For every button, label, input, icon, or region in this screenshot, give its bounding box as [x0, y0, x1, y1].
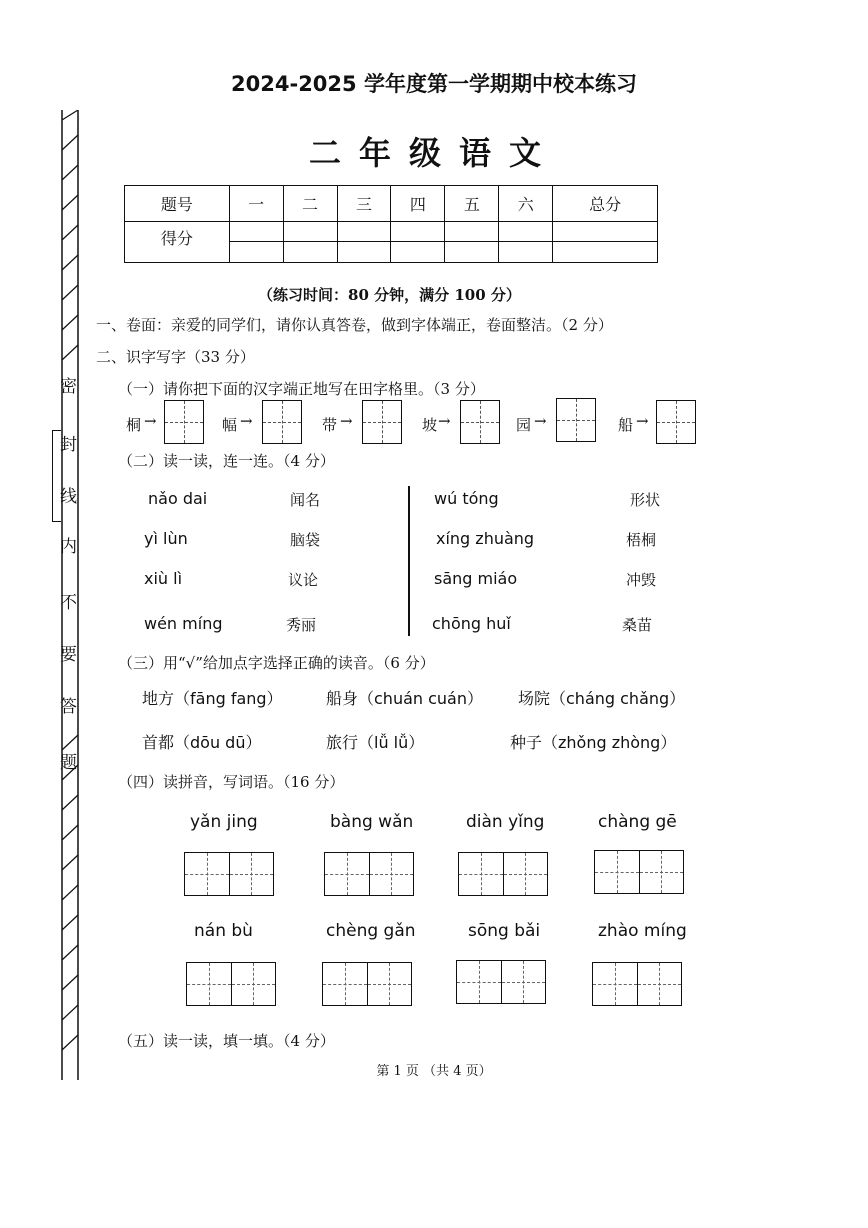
word-grid[interactable]: [184, 852, 274, 896]
score-cell[interactable]: [283, 221, 337, 242]
score-cell[interactable]: [445, 242, 499, 263]
word-grid[interactable]: [324, 852, 414, 896]
arrow-icon: →: [340, 412, 353, 430]
q1-char: 幅: [222, 416, 238, 434]
seal-char: 答: [60, 697, 77, 717]
school-title: 2024-2025 学年度第一学期期中校本练习: [231, 72, 637, 96]
word-grid[interactable]: [594, 850, 684, 894]
word: 桑苗: [622, 616, 653, 634]
score-cell[interactable]: [499, 242, 553, 263]
pinyin: diàn yǐng: [466, 812, 545, 832]
word: 秀丽: [286, 616, 317, 634]
score-row: [125, 221, 658, 242]
score-header-cell: 三: [337, 186, 391, 222]
score-table: [124, 185, 658, 263]
tianzige-box[interactable]: [460, 400, 500, 444]
score-header-cell: 一: [229, 186, 283, 222]
arrow-icon: →: [636, 412, 649, 430]
pinyin: nán bù: [194, 921, 253, 941]
exam-info: （练习时间：80 分钟，满分 100 分）: [258, 286, 521, 304]
q3-title: （三）用“√”给加点字选择正确的读音。（6 分）: [118, 654, 435, 672]
score-header-cell: 五: [445, 186, 499, 222]
column-divider: [408, 486, 410, 636]
arrow-icon: →: [144, 412, 157, 430]
pinyin: chōng huǐ: [432, 614, 511, 633]
pinyin: nǎo dai: [148, 489, 208, 508]
pinyin: yì lùn: [144, 529, 188, 548]
pinyin: xíng zhuàng: [436, 529, 535, 548]
reading-choice[interactable]: 首都（dōu dū）: [142, 733, 262, 752]
tianzige-box[interactable]: [164, 400, 204, 444]
score-cell[interactable]: [499, 221, 553, 242]
word-grid[interactable]: [456, 960, 546, 1004]
reading-choice[interactable]: 船身（chuán cuán）: [326, 689, 483, 708]
seal-char: 线: [60, 487, 77, 507]
q1-char: 坡: [422, 416, 438, 434]
seal-char: 要: [60, 645, 77, 665]
seal-char: 内: [60, 537, 77, 557]
pinyin: chàng gē: [598, 812, 677, 832]
score-header-cell: 六: [499, 186, 553, 222]
score-cell[interactable]: [337, 221, 391, 242]
q1-char: 园: [516, 416, 532, 434]
reading-choice[interactable]: 旅行（lǚ lǚ）: [326, 733, 425, 752]
reading-choice[interactable]: 场院（cháng chǎng）: [518, 689, 686, 708]
word: 梧桐: [626, 531, 657, 549]
q1-char: 桐: [126, 416, 142, 434]
section-1: 一、卷面：亲爱的同学们，请你认真答卷，做到字体端正，卷面整洁。（2 分）: [96, 316, 613, 334]
word: 脑袋: [290, 531, 321, 549]
reading-choice[interactable]: 种子（zhǒng zhòng）: [510, 733, 677, 752]
score-cell[interactable]: [553, 242, 658, 263]
pinyin: yǎn jing: [190, 812, 258, 832]
arrow-icon: →: [438, 412, 451, 430]
score-cell[interactable]: [283, 242, 337, 263]
tianzige-box[interactable]: [556, 398, 596, 442]
score-cell[interactable]: [229, 221, 283, 242]
score-header-row: [125, 186, 658, 222]
word: 议论: [288, 571, 319, 589]
seal-char: 题: [60, 753, 77, 773]
score-row-label: 得分: [125, 221, 230, 262]
q1-char: 船: [618, 416, 634, 434]
score-cell[interactable]: [445, 221, 499, 242]
score-cell[interactable]: [391, 221, 445, 242]
word: 闻名: [290, 491, 321, 509]
arrow-icon: →: [534, 412, 547, 430]
word-grid[interactable]: [186, 962, 276, 1006]
arrow-icon: →: [240, 412, 253, 430]
tianzige-box[interactable]: [262, 400, 302, 444]
pinyin: sāng miáo: [434, 569, 518, 588]
seal-char: 不: [60, 593, 77, 613]
word: 形状: [630, 491, 661, 509]
q5-title: （五）读一读，填一填。（4 分）: [118, 1032, 335, 1050]
seal-char: 封: [60, 435, 77, 455]
score-cell[interactable]: [553, 221, 658, 242]
word-grid[interactable]: [458, 852, 548, 896]
word: 冲毁: [626, 571, 657, 589]
pinyin: wú tóng: [434, 489, 499, 508]
reading-choice[interactable]: 地方（fāng fang）: [142, 689, 283, 708]
score-cell[interactable]: [391, 242, 445, 263]
seal-char: 密: [60, 377, 77, 397]
tianzige-box[interactable]: [362, 400, 402, 444]
word-grid[interactable]: [322, 962, 412, 1006]
score-cell[interactable]: [229, 242, 283, 263]
score-header-cell: 总分: [553, 186, 658, 222]
q2-title: （二）读一读，连一连。（4 分）: [118, 452, 335, 470]
pinyin: sōng bǎi: [468, 921, 541, 941]
score-header-cell: 题号: [125, 186, 230, 222]
score-header-cell: 二: [283, 186, 337, 222]
pinyin: xiù lì: [144, 569, 183, 588]
pinyin: wén míng: [144, 614, 223, 633]
q4-title: （四）读拼音，写词语。（16 分）: [118, 773, 345, 791]
pinyin: zhào míng: [598, 921, 687, 941]
pinyin: bàng wǎn: [330, 812, 414, 832]
pinyin: chèng gǎn: [326, 921, 416, 941]
section-2: 二、识字写字（33 分）: [96, 348, 255, 366]
page-footer: 第 1 页 （共 4 页）: [376, 1064, 492, 1079]
q1-char: 带: [322, 416, 338, 434]
tianzige-box[interactable]: [656, 400, 696, 444]
score-header-cell: 四: [391, 186, 445, 222]
q1-title: （一）请你把下面的汉字端正地写在田字格里。（3 分）: [118, 380, 485, 398]
score-cell[interactable]: [337, 242, 391, 263]
subject-title: 二年级语文: [308, 134, 559, 172]
word-grid[interactable]: [592, 962, 682, 1006]
